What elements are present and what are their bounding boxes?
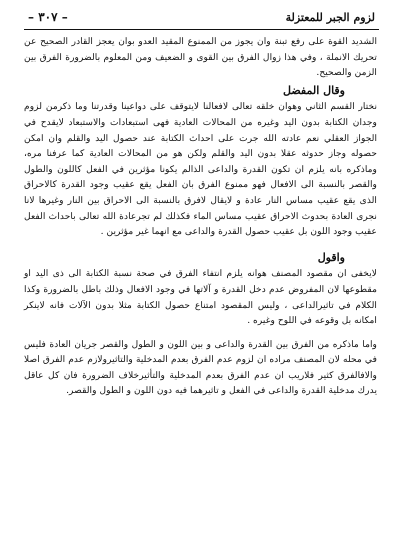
page-header <box>28 6 375 28</box>
section-spacer <box>24 240 377 248</box>
page-number: – ٣٠٧ – <box>28 10 68 24</box>
header-rule <box>24 29 379 30</box>
paragraph-2: نختار القسم الثاني وهوان خلقه تعالى لافعالنا لايتوقف على دواعينا وقدرتنا وما ذكرمن لزوم وجدان الكتابة بدون اليد وغيره من المحالات العادية فهى استبعادات والاستبعاد لايقدح في الجواز العقلي نعم عادته الله جرت على احداث الكتابة عند حصول اليد والقلم وان امكن حصوله وجاز حدوثه عقلا بدون اليد والقلم ولكن هو من المحالات العادية كما عرفنا مره، وماذكره بانه يلزم ان تكون القدرة والداعى الذالم يكونا مؤثرين في الفعل كاللون والطول والقصر بالنسبة الى الافعال فهو ممنوع الفرق بان الفعل يقع عقيب وجود القدرة كالاحراق الذى يقع عقيب مساس النار عادة و لايقال لافرق بالنسبة الى الاحراق بين النار وغيرها لانا نجرى العادة بحدوث الاحراق عقيب مساس الماء فكذلك لم تجرعادة الله تعالى باحداث الفعل عقيب وجود اللون بل عقيب حصول القدرة والداعى مع انهما غير مؤثرين . <box>24 101 377 238</box>
paragraph-1: الشديد القوة على رفع تبنة وان يجوز من الممنوع المقيد العدو بوان يعجز القادر الصحيح عن تحريك الانملة ، وفي هذا زوال الفرق بين القوى و الضعيف ومن المعلوم بالضرورة الفرق بين الزمن والصحيح. <box>24 36 377 79</box>
running-title: لزوم الجبر للمعتزلة <box>285 10 375 24</box>
heading-and-i-say: واقول <box>317 250 345 264</box>
paragraph-spacer <box>24 329 377 337</box>
body-text <box>24 34 377 399</box>
heading-mufaddal-said: وقال المفضل <box>283 83 345 97</box>
paragraph-4: واما ماذكره من الفرق بين القدرة والداعى و بين اللون و الطول والقصر جريان العادة فليس في محله لان المصنف مراده ان لزوم عدم الفرق بعدم المدخلية والتاثيرولازم عدم الفرق اصلا والافالفرق كثير فلاريب ان عدم الفرق بعدم المدخلية والتأثيرخلاف الضرورة فان كل عاقل يدرك مدخلية القدرة والداعى في الفعل و تاثيرهما فيه دون اللون و الطول والقصر. <box>24 338 377 397</box>
paragraph-3: لايخفى ان مقصود المصنف هوانه يلزم انتفاء الفرق في صحة نسبة الكتابة الى ذى اليد او مقطوعها لان المفروض عدم دخل القدرة و آلاتها في وجود الافعال وذلك باطل بالضرورة وكذا الكلام في تاثيرالداعى ، وليس المقصود امتناع حصول الكتابة مثلا بدون الآلات فانه لاينكر امكانه بل وقوعه في اللوح وغيره . <box>24 268 377 327</box>
